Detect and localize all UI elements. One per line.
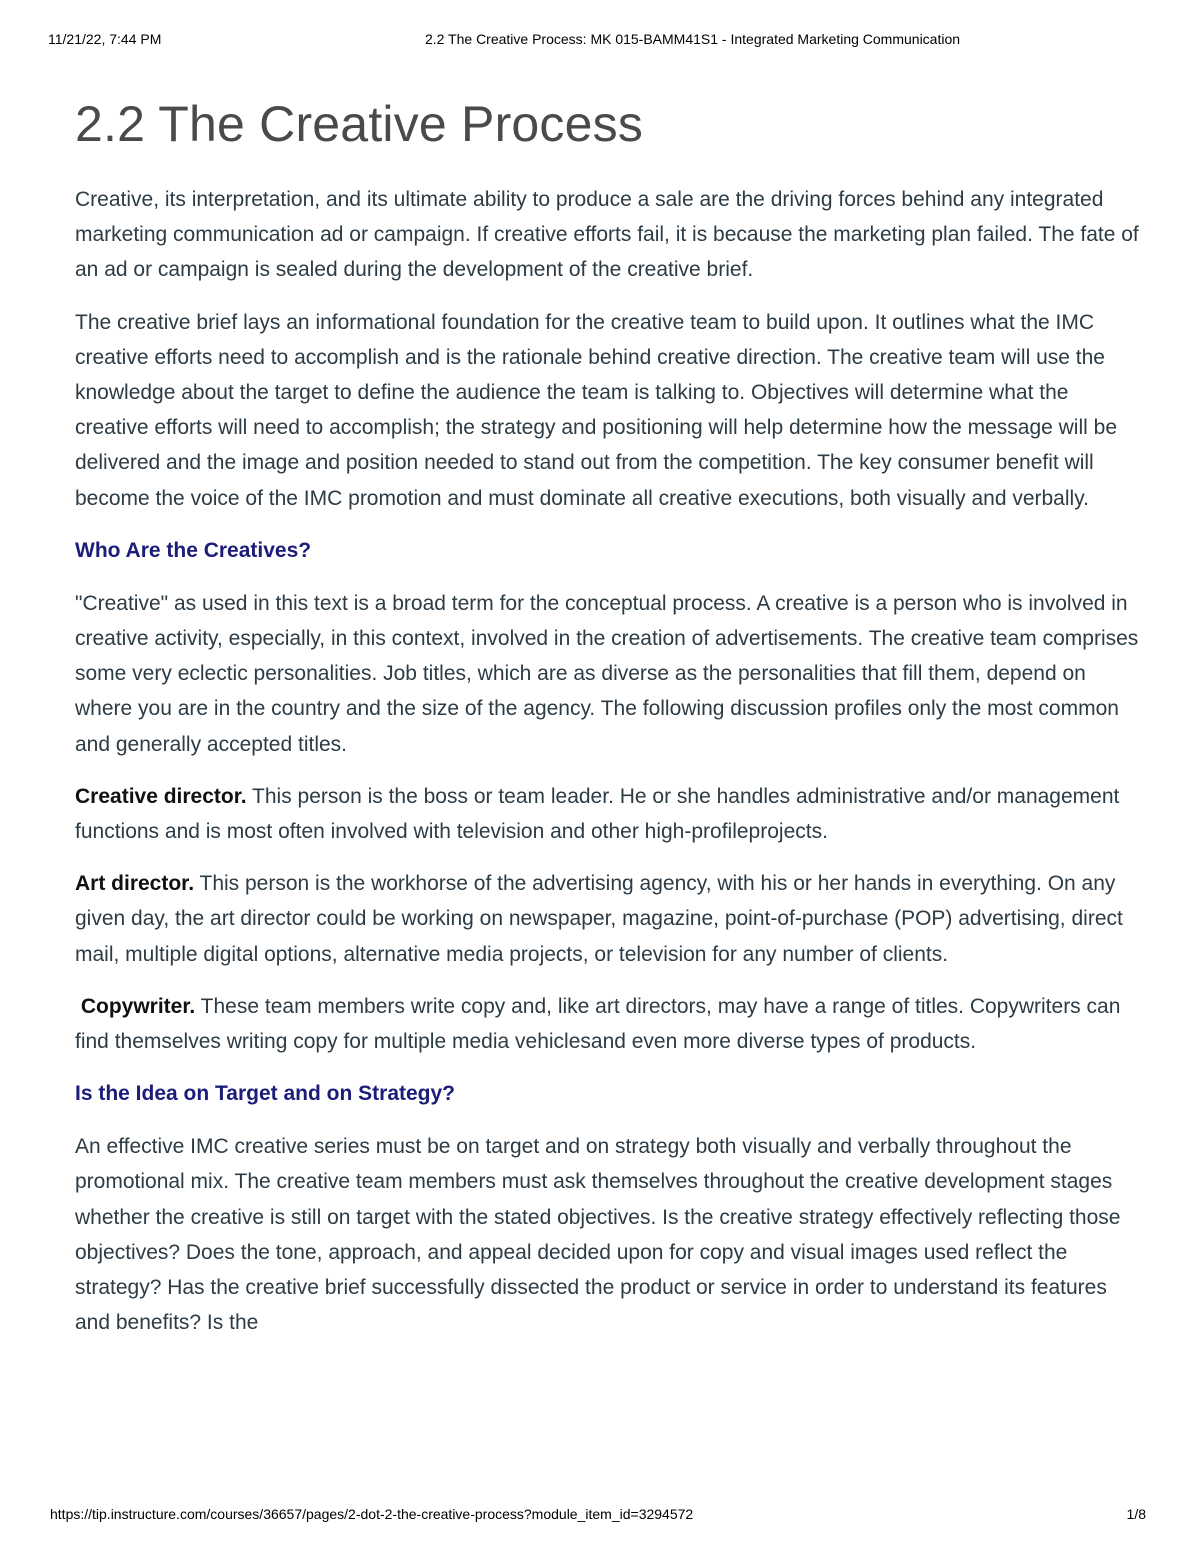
print-footer	[0, 1504, 1200, 1526]
print-header	[0, 29, 1200, 49]
creative-director-paragraph	[75, 779, 1140, 849]
page-title: 2.2 The Creative Process	[75, 96, 644, 152]
target-paragraph: An effective IMC creative series must be on target and on strategy both visually and verbally throughout the promotional mix. The creative team members must ask themselves throughout the creative development stages whether the creative is still on target with the stated objectives. Is the creative strategy effectively reflecting those objectives? Does the tone, approach, and appeal decided upon for copy and visual images used reflect the strategy? Has the creative brief successfully dissected the product or service in order to understand its features and benefits? Is the	[75, 1135, 1121, 1335]
creative-director-term: Creative director.	[75, 784, 247, 808]
heading-who-are-the-creatives: Who Are the Creatives?	[75, 538, 312, 562]
heading-idea-on-target: Is the Idea on Target and on Strategy?	[75, 1082, 455, 1106]
creatives-paragraph: "Creative" as used in this text is a broad term for the conceptual process. A creative is a person who is involved in creative activity, especially, in this context, involved in the creation of advertisements. The creative team comprises some very eclectic personalities. Job titles, which are as diverse as the personalities that fill them, depend on where you are in the country and the size of the agency. The following discussion profiles only the most common and generally accepted titles.	[75, 591, 1139, 756]
art-director-term: Art director.	[75, 872, 195, 896]
intro-paragraph-2: The creative brief lays an informational foundation for the creative team to build upon. It outlines what the IMC creative efforts need to accomplish and is the rationale behind creative direction. The creative team will use the knowledge about the target to define the audience the team is talking to. Objectives will determine what the creative efforts will need to accomplish; the strategy and positioning will help determine how the message will be delivered and the image and position needed to stand out from the competition. The key consumer benefit will become the voice of the IMC promotion and must dominate all creative executions, both visually and verbally.	[75, 310, 1117, 510]
page-content	[75, 88, 1140, 1357]
print-url: https://tip.instructure.com/courses/36657/pages/2-dot-2-the-creative-process?module_item_id=3294572	[50, 1506, 694, 1522]
copywriter-term: Copywriter.	[80, 994, 196, 1018]
creative-director-text: This person is the boss or team leader. He or she handles administrative and/or management functions and is most often involved with television and other high-profileprojects.	[75, 784, 1120, 844]
page-number: 1/8	[1126, 1506, 1146, 1522]
print-document-title: 2.2 The Creative Process: MK 015-BAMM41S1 - Integrated Marketing Communication	[424, 31, 961, 47]
intro-paragraph-1: Creative, its interpretation, and its ultimate ability to produce a sale are the driving forces behind any integrated marketing communication ad or campaign. If creative efforts fail, it is because the marketing plan failed. The fate of an ad or campaign is sealed during the development of the creative brief.	[75, 188, 1139, 282]
print-datetime: 11/21/22, 7:44 PM	[48, 31, 162, 47]
art-director-paragraph	[75, 866, 1140, 972]
art-director-text: This person is the workhorse of the advertising agency, with his or her hands in everything. On any given day, the art director could be working on newspaper, magazine, point-of-purchase (POP) advertising, direct mail, multiple digital options, alternative media projects, or television for any number of clients.	[75, 872, 1123, 966]
copywriter-text: These team members write copy and, like art directors, may have a range of titles. Copywriters can find themselves writing copy for multiple media vehiclesand even more diverse types of products.	[75, 994, 1121, 1054]
copywriter-paragraph	[75, 989, 1140, 1059]
